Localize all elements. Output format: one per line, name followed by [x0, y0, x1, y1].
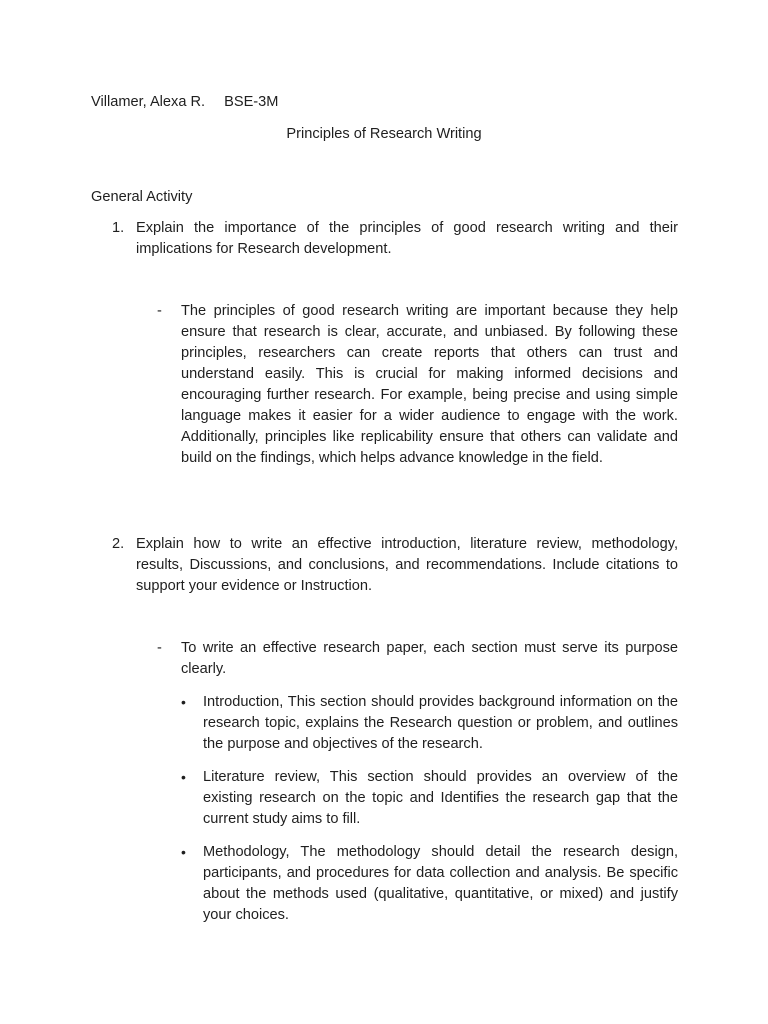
class-code: BSE-3M — [224, 94, 279, 110]
bullet-text: Introduction, This section should provides background information on the research topic, explains the Research question or problem, and outlines the purpose and objectives of the research. — [203, 694, 678, 752]
answer-dash: - — [157, 640, 162, 656]
bullet-item-literature-review — [181, 767, 678, 830]
answer-1 — [157, 301, 678, 469]
student-name: Villamer, Alexa R. — [91, 94, 206, 110]
answer-text: To write an effective research paper, each section must serve its purpose clearly. — [181, 640, 678, 677]
question-2 — [112, 534, 678, 597]
answer-2 — [157, 638, 678, 680]
section-label: General Activity — [91, 189, 193, 205]
bullet-item-introduction — [181, 692, 678, 755]
question-text: Explain the importance of the principles of good research writing and their implications for Research development. — [136, 220, 678, 257]
document-title-text: Principles of Research Writing — [286, 126, 482, 142]
bullet-text: Methodology, The methodology should detail the research design, participants, and procedures for data collection and analysis. Be specific about the methods used (qualitative, quantitative, or mixed) and justify your choices. — [203, 844, 678, 923]
question-1 — [112, 218, 678, 260]
question-text: Explain how to write an effective introduction, literature review, methodology, results, Discussions, and conclusions, and recommendations. Include citations to support your evidence or Instruction. — [136, 536, 678, 594]
bullet-item-methodology — [181, 842, 678, 926]
bullet-icon: • — [181, 844, 186, 860]
bullet-icon: • — [181, 694, 186, 710]
bullet-text: Literature review, This section should provides an overview of the existing research on the topic and Identifies the research gap that the current study aims to fill. — [203, 769, 678, 827]
question-number: 1. — [112, 220, 125, 236]
answer-text: The principles of good research writing are important because they help ensure that research is clear, accurate, and unbiased. By following these principles, researchers can create reports that others can trust and understand easily. This is crucial for making informed decisions and encouraging further research. For example, being precise and using simple language makes it easier for a wider audience to engage with the work. Additionally, principles like replicability ensure that others can validate and build on the findings, which helps advance knowledge in the field. — [181, 303, 678, 466]
document-header — [91, 92, 278, 113]
bullet-icon: • — [181, 769, 186, 785]
question-number: 2. — [112, 536, 125, 552]
document-title — [0, 124, 768, 145]
answer-dash: - — [157, 303, 162, 319]
